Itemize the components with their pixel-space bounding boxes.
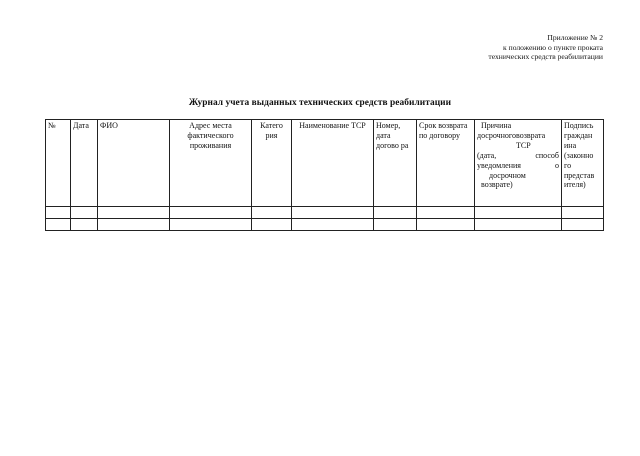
cell-fio [98, 219, 170, 231]
cell-address [170, 219, 252, 231]
cell-signature [562, 207, 604, 219]
reason-line-1: Причина [481, 121, 512, 130]
cell-number [46, 219, 71, 231]
header-contract: Номер, дата догово ра [374, 120, 417, 207]
header-number: № [46, 120, 71, 207]
reason-line-2 [477, 131, 559, 151]
document-title: Журнал учета выданных технических средств реабилитации [188, 98, 452, 108]
cell-date [71, 207, 98, 219]
appendix-reference-cont: технических средств реабилитации [488, 52, 603, 62]
cell-address [170, 207, 252, 219]
reason-line-4-right: о [555, 160, 559, 170]
reason-line-4 [477, 161, 559, 171]
cell-tsr-name [292, 219, 374, 231]
header-fio: ФИО [98, 120, 170, 207]
cell-early-return-reason [475, 219, 562, 231]
header-tsr-name: Наименование ТСР [292, 120, 374, 207]
cell-category [252, 207, 292, 219]
cell-signature [562, 219, 604, 231]
reason-line-3-left: (дата, [477, 150, 497, 160]
table-row [46, 207, 604, 219]
cell-return-term [417, 207, 475, 219]
reason-line-4-left: уведомления [477, 160, 521, 170]
appendix-caption [488, 33, 603, 62]
header-signature: Подпись граждан ина (законно го представ ителя) [562, 120, 604, 207]
appendix-reference: к положению о пункте проката [503, 42, 603, 52]
reason-line-5: досрочном [489, 170, 526, 180]
cell-contract [374, 219, 417, 231]
cell-contract [374, 207, 417, 219]
reason-line-3-right: способ [535, 150, 559, 160]
header-early-return-reason [475, 120, 562, 207]
cell-early-return-reason [475, 207, 562, 219]
reason-line-6: возврате) [481, 180, 513, 190]
reason-line-2-left: досрочного [477, 130, 516, 140]
cell-date [71, 219, 98, 231]
table-header-row [46, 120, 604, 207]
journal-table [45, 119, 604, 231]
header-date: Дата [71, 120, 98, 207]
cell-fio [98, 207, 170, 219]
cell-tsr-name [292, 207, 374, 219]
cell-number [46, 207, 71, 219]
appendix-number: Приложение № 2 [547, 33, 603, 42]
cell-category [252, 219, 292, 231]
header-category: Катего рия [252, 120, 292, 207]
reason-line-2-right: возврата ТСР [516, 130, 546, 150]
table-row [46, 219, 604, 231]
cell-return-term [417, 219, 475, 231]
header-address: Адрес места фактического проживания [170, 120, 252, 207]
header-return-term: Срок возврата по договору [417, 120, 475, 207]
reason-line-3 [477, 151, 559, 161]
